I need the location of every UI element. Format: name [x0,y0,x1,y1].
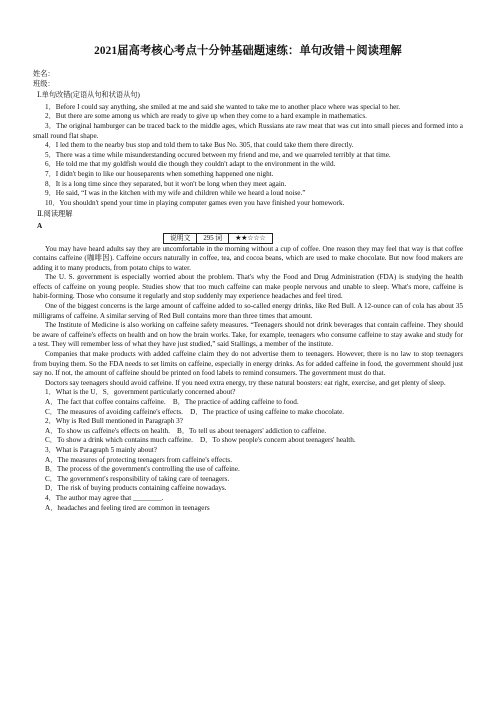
question-line: C．The government's responsibility of taking care of teenagers. [45,474,230,483]
passage-paragraph: The Institute of Medicine is also working on caffeine safety measures. “Teenagers should not drink beverages that contain caffeine. They should be aware of caffeine's effects on health and on how the brain works. Take, for example, teenagers who consume caffeine to stay awake and study for a test. They will remember less of what they have just studied,” said Stallings, a member of the institute. [33,321,463,349]
error-correction-item: 2．But there are some among us which are ready to give up when they come to a hard example in mathematics. [45,112,367,121]
error-correction-item: 4．I led them to the nearby bus stop and told them to take Bus No. 305, that could take them there directly. [45,141,354,150]
passage-letter: A [37,221,43,230]
question-line: A．The fact that coffee contains caffeine. B．The practice of adding caffeine to food. [45,398,299,406]
section2-heading: Ⅱ.阅读理解 [37,210,73,219]
question-line: A．headaches and feeling tired are common in teenagers [45,503,210,512]
question-line: 2．Why is Red Bull mentioned in Paragraph 3? [45,417,183,426]
error-correction-item: 1．Before I could say anything, she smiled at me and said she wanted to take me to another place where was special to her. [45,102,401,111]
passage-paragraph: Doctors say teenagers should avoid caffeine. If you need extra energy, try these natural boosters: eat right, exercise, and get plenty of sleep. [45,378,446,387]
error-correction-item: 6．He told me that my goldfish would die though they couldn't adapt to the environment in the wild. [45,160,336,169]
error-correction-list [33,103,463,209]
passage-type-cell: 说明文 [164,233,197,243]
error-correction-item: 3．The original hamburger can be traced back to the middle ages, which Russians ate raw meat that was cut into small pieces and formed into a small round flat shape. [33,121,463,140]
question-line: A．The measures of protecting teenagers from caffeine's effects. [45,455,233,464]
question-line: 1．What is the U．S．government particularly concerned about? [45,388,236,397]
reading-passage [33,245,463,389]
question-line: 4．The author may agree that ________. [45,493,164,502]
question-line: D．The risk of buying products containing caffeine nowadays. [45,484,227,493]
passage-info-table [163,233,273,244]
class-field-label: 班级： [33,79,55,88]
section1-heading-note: (定语从句和状语从句) [70,91,140,100]
passage-paragraph: Companies that make products with added caffeine claim they do not advertise them to teenagers. However, there is no law to stop teenagers from buying them. So the FDA needs to set limits on caffeine, especially in energy drinks. As for added caffeine in food, the government should just say no. If not, the amount of caffeine should be printed on food labels to remind consumers. The government must do that. [33,350,463,378]
name-field-label: 姓名： [33,70,55,78]
question-line: B．The process of the government's controlling the use of caffeine. [45,465,240,474]
passage-wordcount-cell: 295 词 [197,233,229,243]
document-title: 2021届高考核心考点十分钟基础题速练：单句改错＋阅读理解 [94,45,402,57]
question-line: 3．What is Paragraph 5 mainly about? [45,445,157,454]
question-list [33,388,463,513]
error-correction-item: 8．It is a long time since they separated, but it won't be long when they meet again. [45,179,287,188]
passage-paragraph: You may have heard adults say they are uncomfortable in the morning without a cup of coffee. One reason they may feel that way is that coffee contains caffeine (咖啡因). Caffeine occurs naturally in coffee, tea, and cocoa beans, which are used to make chocolate. But now food makers are adding it to many products, from potato chips to water. [33,244,463,272]
error-correction-item: 5．There was a time while misunderstanding occured between my friend and me, and we quarreled terribly at that time. [45,150,391,159]
passage-difficulty-cell: ★★☆☆☆ [229,233,272,243]
section1-heading-text: Ⅰ.单句改错 [37,91,71,100]
question-line: C．The measures of avoiding caffeine's effects. D．The practice of using caffeine to make chocolate. [45,407,345,416]
question-line: A．To show us caffeine's effects on health. B．To tell us about teenagers' addiction to caffeine. [45,426,327,435]
section1-heading [37,91,463,101]
passage-paragraph: The U. S. government is especially worried about the problem. That's why the Food and Drug Administration (FDA) is studying the health effects of caffeine on young people. Studies show that too much caffeine can make people nervous and unable to sleep. What's more, caffeine is habit-forming. Those who consume it regularly and stop suddenly may experience headaches and feel tired. [33,273,463,301]
error-correction-item: 9．He said, “I was in the kitchen with my wife and children while we heard a loud noise.” [45,189,306,198]
error-correction-item: 7．I didn't begin to like our houseparents when something happened one night. [45,169,274,178]
question-line: C．To show a drink which contains much caffeine. D．To show people's concern about teenagers' health. [45,436,356,445]
error-correction-item: 10．You shouldn't spend your time in playing computer games even you have finished your homework. [45,198,345,207]
passage-paragraph: One of the biggest concerns is the large amount of caffeine added to so-called energy drinks, like Red Bull. A 12-ounce can of cola has about 35 milligrams of caffeine. A similar serving of Red Bull contains more than three times that amount. [33,302,463,320]
